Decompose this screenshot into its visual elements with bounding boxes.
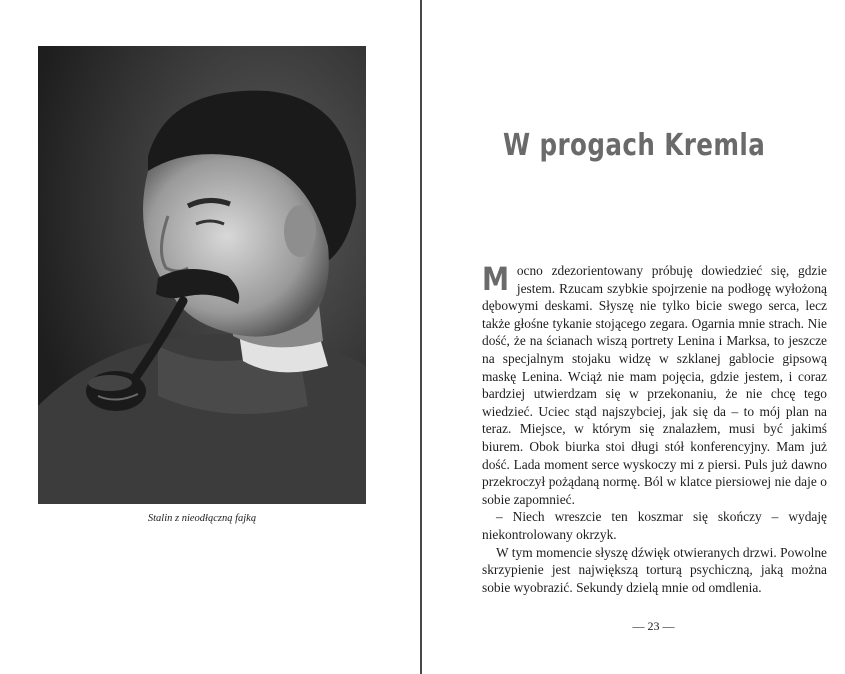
chapter-title: W progach Kremla (502, 128, 766, 163)
photo-caption: Stalin z nieodłączną fajką (147, 513, 257, 524)
paragraph-1-text: ocno zdezorientowany próbuję dowiedzieć się, gdzie jestem. Rzucam szybkie spojrzenie na podłogę wyłożoną dębowymi deskami. Słyszę nie tylko bicie swego serca, lecz także głośne tykanie stojącego zegara. Ogarnia mnie strach. Nie dość, że na ścianach wiszą portrety Lenina i Marksa, to jeszcze na specjalnym stojaku widzę w szklanej gablocie gipsową maskę Lenina. Wciąż nie mam pojęcia, gdzie jestem, i coraz bardziej utwierdzam się w przekonaniu, że nie chcę tego wiedzieć. Uciec stąd najszybciej, jak się da – to mój plan na teraz. Miejsce, w którym się znalazłem, musi być jakimś biurem. Obok biurka stoi długi stół konferencyjny. Mam już dość. Lada moment serce wyskoczy mi z piersi. Puls już dawno przekroczył pożądaną normę. Ból w klatce piersiowej nie daje o sobie zapomnieć. (482, 263, 827, 507)
right-page (422, 0, 845, 674)
left-page (0, 0, 420, 674)
paragraph-opening (482, 262, 827, 508)
portrait-image (38, 46, 366, 504)
drop-cap: M (482, 260, 510, 298)
paragraph-closing: W tym momencie słyszę dźwięk otwieranych drzwi. Powolne skrzypienie jest największą torturą psychiczną, jaką można sobie wyobrazić. Sekundy dzielą mnie od omdlenia. (482, 544, 827, 595)
portrait-photo (38, 46, 366, 504)
page-number: — 23 — (632, 619, 675, 633)
chapter-body (482, 262, 827, 596)
paragraph-dialogue: – Niech wreszcie ten koszmar się skończy – wydaję niekontrolowany okrzyk. (482, 509, 827, 542)
